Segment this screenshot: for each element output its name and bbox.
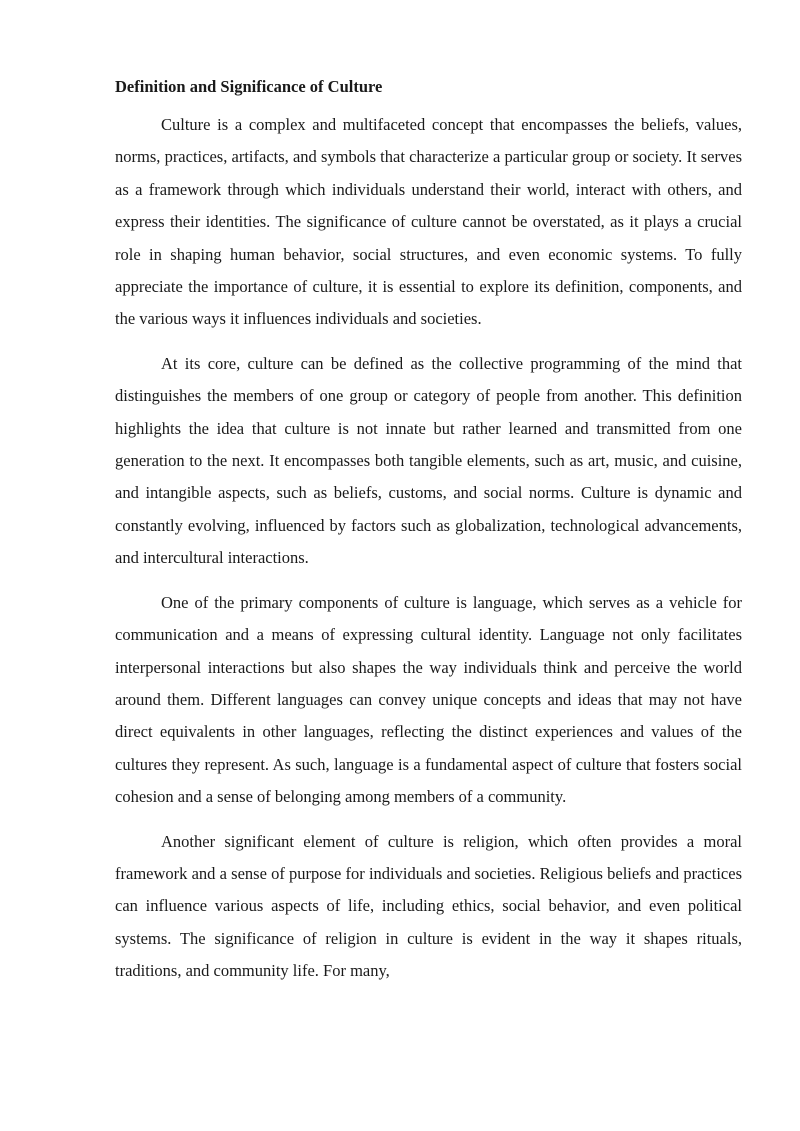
paragraph-1: Culture is a complex and multifaceted concept that encompasses the beliefs, values, norms, practices, artifacts, and symbols that characterize a particular group or society. It serves as a framework through which individuals understand their world, interact with others, and express their identities. The significance of culture cannot be overstated, as it plays a crucial role in shaping human behavior, social structures, and even economic systems. To fully appreciate the importance of culture, it is essential to explore its definition, components, and the various ways it influences individuals and societies. — [115, 115, 742, 329]
document-page — [115, 74, 742, 1000]
paragraph-4: Another significant element of culture is religion, which often provides a moral framework and a sense of purpose for individuals and societies. Religious beliefs and practices can influence various aspects of life, including ethics, social behavior, and even political systems. The significance of religion in culture is evident in the way it shapes rituals, traditions, and community life. For many, — [115, 831, 742, 981]
paragraph-2: At its core, culture can be defined as the collective programming of the mind that distinguishes the members of one group or category of people from another. This definition highlights the idea that culture is not innate but rather learned and transmitted from one generation to the next. It encompasses both tangible elements, such as art, music, and cuisine, and intangible aspects, such as beliefs, customs, and social norms. Culture is dynamic and constantly evolving, influenced by factors such as globalization, technological advancements, and intercultural interactions. — [115, 353, 742, 568]
paragraph-3: One of the primary components of culture is language, which serves as a vehicle for communication and a means of expressing cultural identity. Language not only facilitates interpersonal interactions but also shapes the way individuals think and perceive the world around them. Different languages can convey unique concepts and ideas that may not have direct equivalents in other languages, reflecting the distinct experiences and values of the cultures they represent. As such, language is a fundamental aspect of culture that fosters social cohesion and a sense of belonging among members of a community. — [115, 592, 742, 807]
section-heading: Definition and Significance of Culture — [115, 77, 383, 96]
